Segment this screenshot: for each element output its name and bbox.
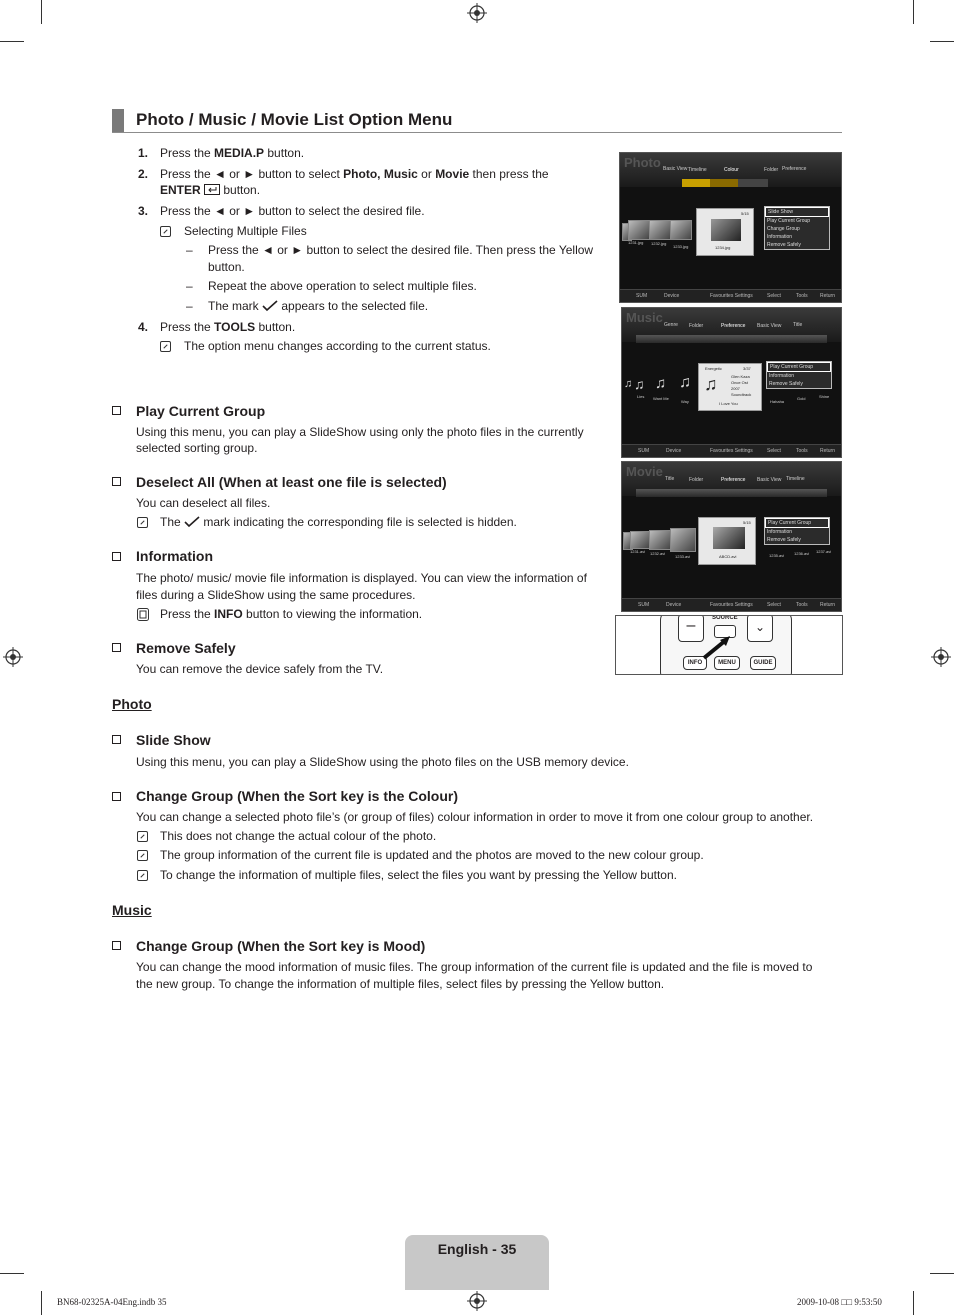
screen-title: Movie — [626, 464, 663, 479]
crop-mark — [41, 1291, 42, 1315]
file-name: 1233.avi — [675, 554, 691, 559]
fav-label: Favourites Settings — [710, 448, 753, 454]
option-menu — [766, 361, 832, 389]
info-text: Once Ost — [731, 380, 748, 385]
music-note-icon: ♫ — [634, 376, 645, 392]
file-name: Shine — [819, 394, 830, 399]
note-icon — [160, 341, 171, 352]
step-1: Press the MEDIA.P button. — [160, 146, 305, 160]
file-name: Gold — [797, 396, 806, 401]
note-icon — [137, 850, 148, 861]
page-number: English - 35 — [437, 1241, 517, 1257]
checkbox-bullet-icon — [112, 643, 121, 652]
pointer-arrow-icon — [700, 634, 734, 660]
file-name: I Love You — [719, 401, 738, 406]
bullet-text: button. — [208, 260, 245, 274]
bullet-text: The mark appears to the selected file. — [208, 299, 429, 313]
menu-item[interactable]: Information — [769, 373, 795, 379]
crop-mark — [0, 41, 24, 42]
source-label: SOURCE — [712, 615, 738, 621]
selected-file — [696, 208, 754, 256]
checkmark-icon — [184, 516, 200, 528]
section-text: You can deselect all files. — [136, 496, 271, 510]
screen-tab: Preference — [721, 323, 746, 329]
selected-file — [698, 363, 762, 411]
minus-button[interactable]: – — [678, 615, 704, 642]
file-name: 1231.jpg — [628, 240, 644, 245]
note-text: This does not change the actual colour of the photo. — [160, 829, 437, 843]
file-name: 1237.avi — [816, 549, 832, 554]
checkbox-bullet-icon — [112, 477, 121, 486]
select-label: Select — [767, 448, 781, 454]
guide-button[interactable]: GUIDE — [750, 656, 776, 670]
note-text: The group information of the current file is updated and the photos are moved to the new colour group. — [160, 848, 704, 862]
step-number: 4. — [138, 320, 149, 334]
music-note-icon: ♫ — [679, 374, 691, 391]
crop-mark — [930, 41, 954, 42]
checkbox-bullet-icon — [112, 735, 121, 744]
music-note-icon: ♫ — [704, 374, 718, 394]
page-header — [112, 109, 842, 133]
scroll-strip — [636, 489, 827, 497]
thumbnail — [711, 219, 741, 241]
print-slug-left: BN68-02325A-04Eng.indb 35 — [57, 1297, 167, 1307]
screen-tab: Timeline — [688, 167, 707, 173]
menu-item[interactable]: Play Current Group — [767, 362, 831, 372]
section-title: Change Group (When the Sort key is the Colour) — [136, 788, 459, 804]
section-text: You can change a selected photo file’s (or group of files) colour information in order to move it from one colour group to another. — [136, 810, 814, 824]
movie-screen — [621, 461, 842, 612]
device-label: Device — [666, 602, 682, 608]
screen-tab: Title — [665, 476, 675, 482]
file-name: 1233.jpg — [673, 244, 689, 249]
screen-tab: Timeline — [786, 476, 805, 482]
registration-mark-icon — [931, 647, 951, 667]
checkbox-bullet-icon — [112, 552, 121, 561]
crop-mark — [913, 1291, 914, 1315]
section-label-music: Music — [112, 902, 152, 918]
info-text: 2007 — [731, 386, 740, 391]
section-text: You can change the mood information of music files. The group information of the current file is updated and the file is moved to — [136, 960, 813, 974]
info-button[interactable]: INFO — [683, 656, 707, 670]
return-label: Return — [820, 293, 836, 299]
menu-item[interactable]: Play Current Group — [767, 218, 811, 224]
screen-tab: Folder — [764, 167, 779, 173]
page-title: Photo / Music / Movie List Option Menu — [136, 110, 453, 129]
step-2-cont: ENTER button. — [160, 183, 261, 197]
thumbnail — [713, 527, 745, 549]
screen-tab: Basic View — [757, 323, 782, 329]
thumbnail — [649, 530, 671, 550]
screen-tab: Basic View — [663, 166, 688, 172]
sum-label: SUM — [638, 602, 650, 608]
page-number-tab — [405, 1235, 549, 1290]
section-title: Deselect All (When at least one file is selected) — [136, 474, 447, 490]
step-3: Press the ◄ or ► button to select the desired file. — [160, 204, 425, 218]
thumbnail — [628, 220, 650, 240]
crop-mark — [930, 1273, 954, 1274]
info-text: Glen Kaza — [731, 374, 750, 379]
section-text: Using this menu, you can play a SlideShow using the photo files on the USB memory device. — [136, 755, 629, 769]
note-icon — [160, 226, 171, 237]
music-screen — [621, 307, 842, 458]
menu-item[interactable]: Slide Show — [765, 207, 829, 217]
photo-screen — [619, 152, 842, 303]
tools-label: Tools — [796, 602, 808, 608]
tools-label: Tools — [796, 293, 808, 299]
dash: – — [186, 243, 193, 257]
section-text: the new group. To change the information of multiple files, select files by pressing the Yellow button. — [136, 977, 665, 991]
checkbox-bullet-icon — [112, 792, 121, 801]
note-text: The option menu changes according to the current status. — [184, 339, 491, 353]
colour-band — [682, 179, 712, 187]
menu-item[interactable]: Remove Safely — [769, 381, 803, 387]
info-text: Energetic — [705, 366, 722, 371]
note-icon — [137, 870, 148, 881]
screen-tab: Colour — [724, 167, 739, 173]
title-block-icon — [112, 109, 124, 132]
file-counter: 5/15 — [741, 211, 749, 216]
checkbox-bullet-icon — [112, 406, 121, 415]
option-menu — [764, 206, 830, 250]
thumbnail — [630, 531, 650, 549]
sum-label: SUM — [638, 448, 650, 454]
step-number: 3. — [138, 204, 149, 218]
note-text: To change the information of multiple files, select the files you want by pressing the Yellow button. — [160, 868, 677, 882]
section-title: Slide Show — [136, 732, 211, 748]
dash: – — [186, 279, 193, 293]
section-label-photo: Photo — [112, 696, 152, 712]
tools-label: Tools — [796, 448, 808, 454]
bullet-text: Press the ◄ or ► button to select the desired file. Then press the Yellow — [208, 243, 594, 257]
music-note-icon: ♫ — [624, 378, 633, 390]
step-number: 2. — [138, 167, 149, 181]
scroll-strip — [636, 335, 827, 343]
thumbnail — [649, 220, 671, 240]
file-name: 1236.avi — [794, 551, 810, 556]
screen-tab: Basic View — [757, 477, 782, 483]
file-name: ABCD.avi — [719, 554, 737, 559]
screen-tab: Folder — [689, 323, 704, 329]
note-icon — [137, 517, 148, 528]
menu-button[interactable]: MENU — [714, 656, 740, 670]
screen-tab: Genre — [664, 322, 678, 328]
device-label: Device — [666, 448, 682, 454]
bullet-text: Repeat the above operation to select multiple files. — [208, 279, 477, 293]
step-number: 1. — [138, 146, 149, 160]
info-text: 3/37 — [743, 366, 751, 371]
registration-mark-icon — [467, 3, 487, 23]
section-text: Using this menu, you can play a SlideShow using only the photo files in the currently — [136, 425, 584, 439]
screen-bottom-bar — [622, 444, 841, 457]
menu-item[interactable]: Information — [767, 529, 793, 535]
note-text: The mark indicating the corresponding file is selected is hidden. — [160, 515, 517, 529]
screen-bottom-bar — [620, 289, 841, 302]
section-text: selected sorting group. — [136, 441, 258, 455]
fav-label: Favourites Settings — [710, 602, 753, 608]
menu-item[interactable]: Remove Safely — [767, 242, 801, 248]
screen-title: Music — [626, 310, 663, 325]
select-label: Select — [767, 602, 781, 608]
file-name: Hahaha — [770, 399, 785, 404]
remote-note-icon — [137, 608, 149, 621]
remote-illustration — [615, 615, 843, 675]
crop-mark — [913, 0, 914, 24]
screen-tab: Preference — [782, 166, 807, 172]
screen-tab: Title — [793, 322, 803, 328]
screen-tab: Preference — [721, 477, 746, 483]
file-name: Lies — [637, 394, 645, 399]
file-name: 1234.jpg — [715, 245, 731, 250]
note-text: Selecting Multiple Files — [184, 224, 307, 238]
colour-band — [710, 179, 740, 187]
thumbnail — [670, 220, 692, 240]
print-slug-right: 2009-10-08 □□ 9:53:50 — [797, 1297, 882, 1307]
section-title: Change Group (When the Sort key is Mood) — [136, 938, 426, 954]
section-text: The photo/ music/ movie file information is displayed. You can view the information of — [136, 571, 587, 585]
step-4: Press the TOOLS button. — [160, 320, 296, 334]
section-text: You can remove the device safely from the TV. — [136, 662, 384, 676]
screen-bottom-bar — [622, 598, 841, 611]
file-name: Want Me — [653, 396, 669, 401]
screen-tab: Folder — [689, 477, 704, 483]
option-menu — [764, 517, 830, 545]
chevron-down-icon[interactable]: ⌄ — [747, 615, 773, 642]
screen-title: Photo — [624, 155, 661, 170]
section-title: Play Current Group — [136, 403, 266, 419]
crop-mark — [0, 1273, 24, 1274]
checkmark-icon — [262, 300, 278, 312]
menu-item[interactable]: Play Current Group — [765, 518, 829, 528]
return-label: Return — [820, 602, 836, 608]
step-2: Press the ◄ or ► button to select Photo, Music or Movie then press the — [160, 167, 549, 181]
device-label: Device — [664, 293, 680, 299]
file-counter: 5/15 — [743, 520, 751, 525]
menu-item[interactable]: Change Group — [767, 226, 800, 232]
colour-band — [738, 179, 768, 187]
section-title: Remove Safely — [136, 640, 236, 656]
music-note-icon: ♫ — [655, 375, 667, 392]
file-name: 1235.avi — [769, 553, 785, 558]
return-label: Return — [820, 448, 836, 454]
file-name: 1232.jpg — [651, 241, 667, 246]
select-label: Select — [767, 293, 781, 299]
info-text: Soundtrack — [731, 392, 752, 397]
registration-mark-icon — [467, 1291, 487, 1311]
crop-mark — [41, 0, 42, 24]
file-name: 1231.avi — [630, 549, 646, 554]
file-name: Way — [681, 399, 689, 404]
registration-mark-icon — [3, 647, 23, 667]
menu-item[interactable]: Remove Safely — [767, 537, 801, 543]
dash: – — [186, 299, 193, 313]
note-text: Press the INFO button to viewing the information. — [160, 607, 423, 621]
enter-icon — [204, 184, 220, 195]
selected-file — [698, 517, 756, 565]
section-text: files during a SlideShow using the same procedures. — [136, 588, 416, 602]
fav-label: Favourites Settings — [710, 293, 753, 299]
checkbox-bullet-icon — [112, 941, 121, 950]
menu-item[interactable]: Information — [767, 234, 793, 240]
section-title: Information — [136, 548, 213, 564]
note-icon — [137, 831, 148, 842]
thumbnail — [670, 528, 696, 552]
sum-label: SUM — [636, 293, 648, 299]
file-name: 1232.avi — [650, 551, 666, 556]
